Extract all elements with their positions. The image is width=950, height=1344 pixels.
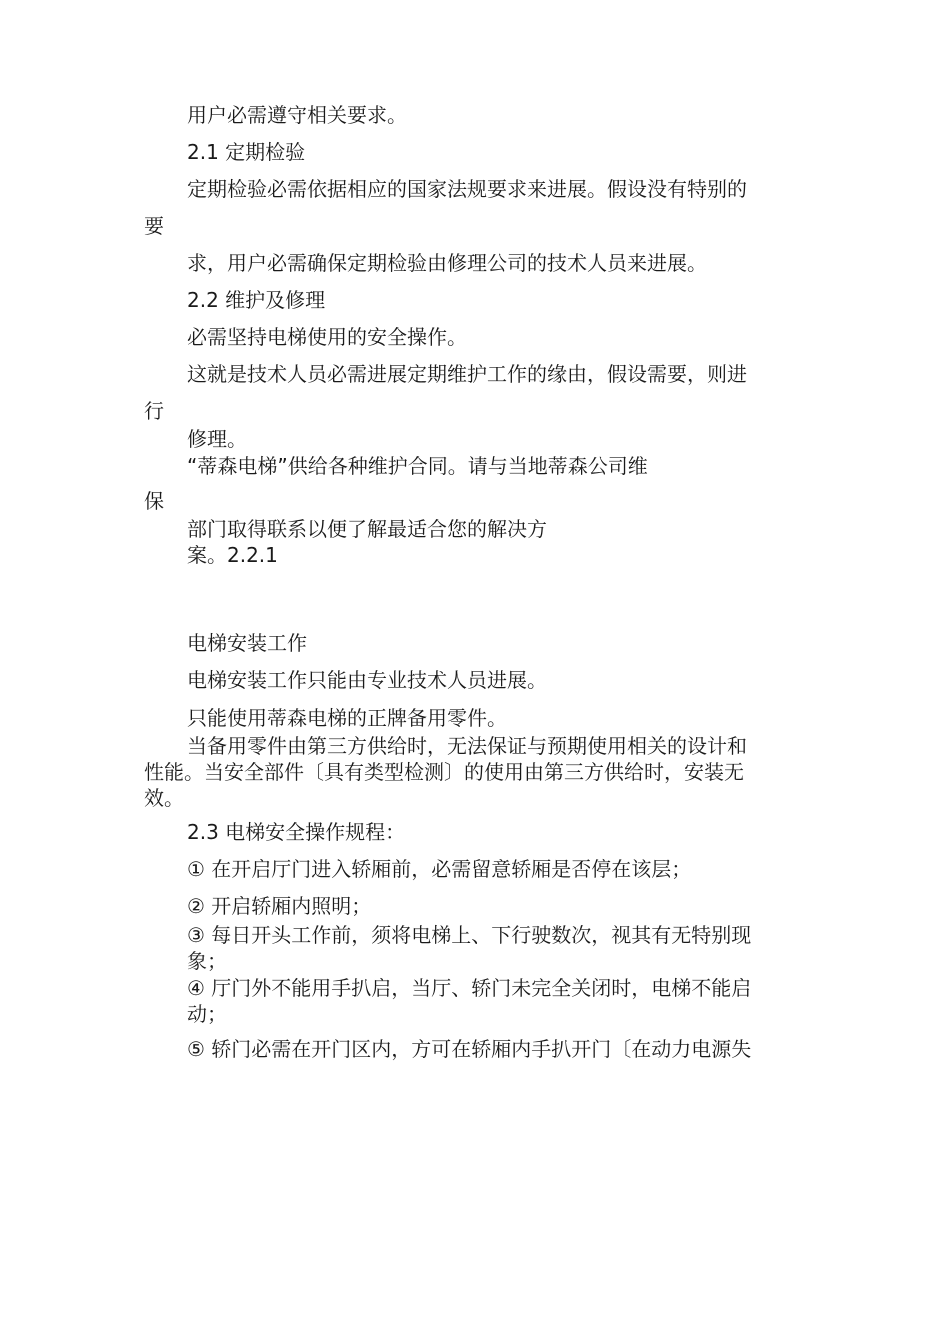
text-line-11: “蒂森电梯”供给各种维护合同。请与当地蒂森公司维 xyxy=(187,454,648,478)
rule-item-3: ③ 每日开头工作前，须将电梯上、下行驶数次，视其有无特别现 xyxy=(187,923,752,947)
text-line-5: 求，用户必需确保定期检验由修理公司的技术人员来进展。 xyxy=(187,251,707,275)
section-heading-2-1: 2.1 定期检验 xyxy=(187,140,306,164)
text-line-9: 行 xyxy=(144,399,164,423)
text-line-4: 要 xyxy=(144,214,164,238)
rule-item-2: ② 开启轿厢内照明； xyxy=(187,894,372,918)
text-line-13: 部门取得联系以便了解最适合您的解决方 xyxy=(187,517,547,541)
text-line-18: 当备用零件由第三方供给时，无法保证与预期使用相关的设计和 xyxy=(187,734,747,758)
text-line-10: 修理。 xyxy=(187,427,247,451)
section-heading-2-3: 2.3 电梯安全操作规程： xyxy=(187,820,406,844)
rule-item-4: ④ 厅门外不能用手扒启，当厅、轿门未完全关闭时，电梯不能启 xyxy=(187,976,752,1000)
text-line-19: 性能。当安全部件〔具有类型检测〕的使用由第三方供给时，安装无 xyxy=(144,760,744,784)
rule-item-1: ① 在开启厅门进入轿厢前，必需留意轿厢是否停在该层； xyxy=(187,857,692,881)
text-line-12: 保 xyxy=(144,489,164,513)
text-line-1: 用户必需遵守相关要求。 xyxy=(187,103,407,127)
text-line-8: 这就是技术人员必需进展定期维护工作的缘由，假设需要，则进 xyxy=(187,362,747,386)
rule-item-4-cont: 动； xyxy=(187,1002,227,1026)
text-line-17: 只能使用蒂森电梯的正牌备用零件。 xyxy=(187,706,507,730)
text-line-3: 定期检验必需依据相应的国家法规要求来进展。假设没有特别的 xyxy=(187,177,747,201)
text-line-16: 电梯安装工作只能由专业技术人员进展。 xyxy=(187,668,547,692)
text-line-20: 效。 xyxy=(144,786,184,810)
section-number-2-2-1: 案。2.2.1 xyxy=(187,543,278,567)
section-heading-2-2: 2.2 维护及修理 xyxy=(187,288,326,312)
section-heading-installation: 电梯安装工作 xyxy=(187,631,307,655)
rule-item-5: ⑤ 轿门必需在开门区内，方可在轿厢内手扒开门〔在动力电源失 xyxy=(187,1037,752,1061)
text-line-7: 必需坚持电梯使用的安全操作。 xyxy=(187,325,467,349)
rule-item-3-cont: 象； xyxy=(187,949,227,973)
